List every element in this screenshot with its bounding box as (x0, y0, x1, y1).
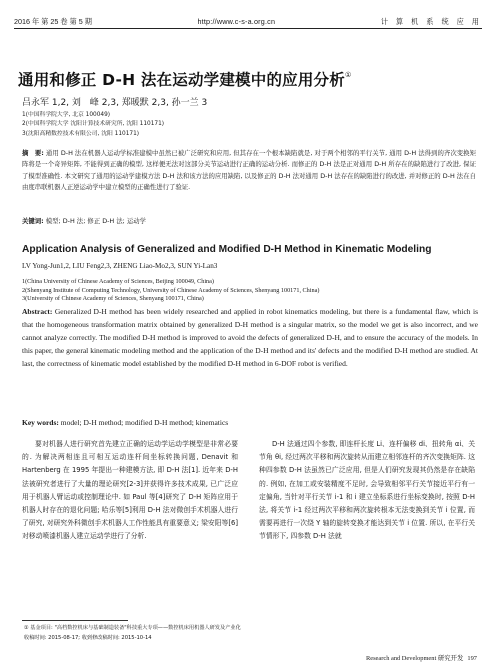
affiliation-cn-1: 1(中国科学院大学, 北京 100049) (22, 112, 111, 118)
title-cn-text: 通用和修正 D-H 法在运动学建模中的应用分析 (18, 71, 345, 89)
abstract-en-label: Abstract: (22, 307, 53, 316)
footnote-divider (22, 620, 128, 621)
authors-cn: 吕永军 1,2, 刘 峰 2,3, 郑暖默 2,3, 孙一兰 3 (22, 98, 208, 108)
body-column-left (22, 438, 238, 544)
keywords-en-label: Key words: (22, 418, 59, 427)
running-header (14, 15, 482, 29)
page-footer (366, 653, 477, 662)
authors-en: LV Yong-Jun1,2, LIU Feng2,3, ZHENG Liao-Mo2,3, SUN Yi-Lan3 (22, 262, 218, 270)
footer-section: Research and Development 研究开发 (365, 655, 464, 662)
footnote-funding: ① 基金项目: "高档数控机床与基础制造装备"科技重大专项——数控机床用机器人研发及产业化 (24, 625, 241, 631)
affiliation-cn-3: 3(沈阳高精数控技术有限公司, 沈阳 110171) (22, 130, 140, 137)
affiliation-cn-2: 2(中国科学院大学 沈阳计算技术研究所, 沈阳 110171) (22, 121, 165, 128)
affiliation-en-2: 2(Shenyang Institute of Computing Technology, University of Chinese Academy of Sciences, Shenyang 100171, China) (22, 286, 320, 294)
paper-title-en: Application Analysis of Generalized and Modified D-H Method in Kinematic Modeling (22, 244, 432, 255)
journal-url[interactable]: http://www.c-s-a.org.cn (197, 17, 276, 26)
body-paragraph-right: D-H 法通过四个参数, 即连杆长度 Li、连杆偏移 di、扭转角 αi、关节角 θi, 经过两次平移和两次旋转从而建立相邻连杆的齐次变换矩阵. 这种四参数 D-H 法虽然已广泛应用, 但是人们研究发现其仍然是存在缺陷的. 例如, 在加工或安装精度不足时, 会导致相邻平行关节接近平行有一定偏角, 当针对平行关节 i-1 和 i 建立坐标系进行坐标变换时, 按照 D-H 法, 将关节 i-1 经过两次平移和两次旋转根本无法变换到关节 i 位置, 而需要再进行一次绕 Y 轴的旋转变换才能达到关节 i 位置. 所以, 在平行关节情形下, 四参数 D-H 法就 (259, 440, 475, 541)
abstract-cn (22, 148, 476, 194)
abstract-cn-text: 通用 D-H 法在机器人运动学标准建模中虽然已被广泛研究和应用, 但其存在一个根本缺陷就是, 对于两个相邻的平行关节, 通用 D-H 法得到的齐次变换矩阵将是一个奇异矩阵, 不能得到正确的模型, 这样便无法对这部分关节运动进行正确的运动分析. 而修正的 D-H 法是正对通用 D-H 所存在的缺陷进行了改进, 保证了模型准确性. 本文研究了通用的运动学建模方法 D-H 法和该方法的应用缺陷, 以及修正的 D-H 法对通用 D-H 法存在的缺陷进行的改进, 并对修正的 D-H 法在自由度串联机器人正逆运动学中建立模型的正确性进行了验证. (22, 149, 476, 192)
footnote-dates: 收稿时间: 2015-08-17; 收到修改稿时间: 2015-10-14 (24, 634, 152, 641)
abstract-cn-label: 摘 要: (22, 149, 44, 157)
paper-title-cn (18, 68, 488, 90)
body-paragraph-left: 要对机器人进行研究首先建立正确的运动学运动学模型是非常必要的. 为解决两相连且可相互运动连杆间坐标转换问题, Denavit 和 Hartenberg 在 1995 年提出一种建模方法, 即 D-H 法[1]. 近年来 D-H 法被研究者进行了大量的理论研究[2-3]并获得许多技术成果, 已广泛应用于机器人臂运动或控制理论中. 如 Paul 等[4]研究了 D-H 矩阵应用于机器人时存在的退化问题; 哈乐等[5]利用 D-H 法对微创手术机器人进行了研究, 对研究外科微创手术机器人工作性能具有重要意义; 梁安阳等[6]对移动喷漆机器人建立运动学进行了分析. (22, 440, 238, 541)
keywords-en-text: model; D-H method; modified D-H method; kinematics (60, 418, 229, 427)
abstract-en (22, 306, 478, 371)
affiliations-en (22, 278, 319, 304)
issue-info: 2016 年 第 25 卷 第 5 期 (14, 17, 92, 26)
keywords-en (22, 418, 228, 427)
journal-name: 计 算 机 系 统 应 用 (380, 17, 482, 26)
keywords-cn-text: 模型; D-H 法; 修正 D-H 法; 运动学 (45, 217, 147, 225)
title-footnote-marker: ① (344, 71, 352, 79)
abstract-en-text: Generalized D-H method has been widely researched and applied in robot kinematics modeling, but there is a fundamental flaw, which is that the homogeneous transformation matrix obtained by generalized D-H method is a singular matrix, so the model we get is also incorrect, and we cannot analyze correctly. The modified D-H method is improved to avoid the defects of generalized D-H, and to ensure the accuracy of the models. In this paper, the general kinematic modeling method and the application of the D-H method and its' defects and the modified D-H method are studied. At last, the correctness of kinematic model established by the modified D-H method in 6-DOF robot is verified. (22, 307, 478, 368)
keywords-cn (22, 216, 146, 225)
affiliations-cn (22, 111, 164, 139)
affiliation-en-3: 3(University of Chinese Academy of Sciences, Shenyang 100171, China) (22, 295, 204, 303)
keywords-cn-label: 关键词: (22, 217, 44, 225)
body-column-right (259, 438, 475, 544)
affiliation-en-1: 1(China University of Chinese Academy of Sciences, Beijing 100049, China) (22, 278, 214, 285)
footnotes (24, 624, 241, 643)
page-number: 197 (467, 655, 477, 662)
